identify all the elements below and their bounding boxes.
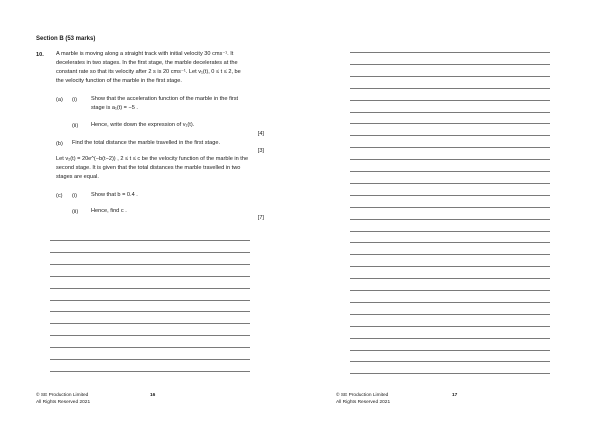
answer-line (350, 373, 550, 374)
part-c-i-text: Show that b = 0.4 . (91, 192, 138, 198)
answer-line (350, 361, 550, 362)
answer-line (50, 240, 250, 241)
part-b-marks: [3] (257, 148, 264, 154)
answer-line (350, 52, 550, 53)
answer-line (50, 276, 250, 277)
part-a-ii-text: Hence, write down the expression of v₁(t). (91, 122, 195, 128)
page-number: 17 (452, 393, 458, 398)
answer-line (50, 311, 250, 312)
part-b-text: Find the total distance the marble travelled in the first stage. (72, 140, 221, 146)
answer-line (50, 323, 250, 324)
answer-line (350, 183, 550, 184)
part-c-ii-label: (ii) (72, 209, 79, 215)
question-intro-line-1: A marble is moving along a straight track with initial velocity 30 cms⁻¹. It (56, 51, 234, 57)
part-a-i-line-2: stage is a₁(t) = −5 . (91, 105, 138, 111)
part-a-ii-label: (ii) (72, 123, 79, 129)
answer-line (350, 231, 550, 232)
answer-line (350, 242, 550, 243)
answer-line (350, 171, 550, 172)
stage2-line-1: Let v₂(t) = 20e^(−b(t−2)) , 2 ≤ t ≤ c be the velocity function of the marble in the (56, 156, 249, 162)
answer-line (50, 335, 250, 336)
answer-line (350, 100, 550, 101)
part-a-marks: [4] (257, 131, 264, 137)
answer-line (50, 359, 250, 360)
answer-line (350, 314, 550, 315)
footer-rights: All Rights Reserved 2021 (36, 400, 91, 405)
answer-line (50, 300, 250, 301)
page-number: 16 (150, 393, 156, 398)
answer-line (350, 266, 550, 267)
answer-line (50, 264, 250, 265)
right-page (300, 0, 600, 424)
answer-line (350, 207, 550, 208)
part-b-label: (b) (56, 141, 63, 147)
answer-line (350, 123, 550, 124)
part-c-ii-text: Hence, find c . (91, 208, 127, 214)
part-a-i-line-1: Show that the acceleration function of the marble in the first (91, 96, 239, 102)
footer-copyright: © SE Production Limited (36, 393, 89, 398)
stage2-line-2: second stage. It is given that the total distances the marble travelled in two (56, 165, 241, 171)
answer-line (350, 88, 550, 89)
answer-line (50, 288, 250, 289)
answer-line (350, 219, 550, 220)
stage2-line-3: stages are equal. (56, 174, 99, 180)
answer-line (350, 254, 550, 255)
answer-line (350, 350, 550, 351)
part-a-label: (a) (56, 97, 63, 103)
part-c-marks: [7] (257, 215, 264, 221)
answer-line (350, 195, 550, 196)
question-intro-line-2: decelerates in two stages. In the first stage, the marble decelerates at the (56, 60, 238, 66)
answer-line (350, 326, 550, 327)
answer-line (350, 159, 550, 160)
answer-line (350, 64, 550, 65)
section-title: Section B (53 marks) (36, 36, 96, 42)
answer-line (350, 135, 550, 136)
answer-line (350, 147, 550, 148)
answer-line (350, 112, 550, 113)
question-intro-line-4: the velocity function of the marble in the first stage. (56, 78, 182, 84)
answer-line (350, 278, 550, 279)
part-c-label: (c) (56, 193, 63, 199)
footer-copyright: © SE Production Limited (336, 393, 389, 398)
answer-line (50, 252, 250, 253)
question-intro-line-3: constant rate so that its velocity after 2 s is 20 cms⁻¹. Let v₁(t), 0 ≤ t ≤ 2, be (56, 69, 241, 75)
answer-line (350, 76, 550, 77)
answer-line (350, 290, 550, 291)
answer-line (50, 371, 250, 372)
footer-rights: All Rights Reserved 2021 (336, 400, 391, 405)
part-c-i-label: (i) (72, 193, 77, 199)
part-a-i-label: (i) (72, 97, 77, 103)
answer-line (50, 347, 250, 348)
question-number: 10. (36, 52, 44, 58)
answer-line (350, 302, 550, 303)
answer-line (350, 338, 550, 339)
